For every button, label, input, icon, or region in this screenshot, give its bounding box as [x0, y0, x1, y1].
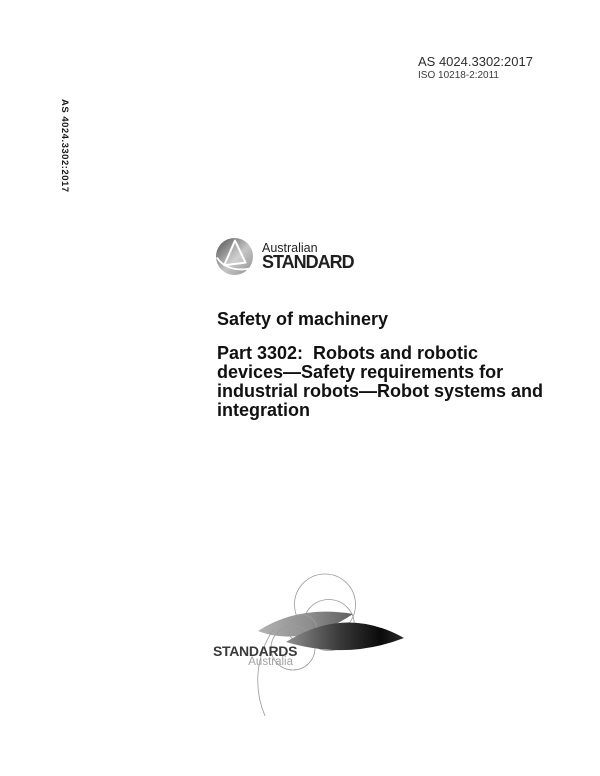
- australian-standard-wordmark: [262, 242, 354, 270]
- title-block: [217, 309, 544, 420]
- standards-australia-logo: [140, 550, 460, 776]
- logo-line-australian: Australian: [262, 241, 318, 255]
- logo-line-standard: STANDARD: [262, 252, 354, 272]
- title-part-line: devices—Safety requirements for: [217, 362, 504, 382]
- standard-code: AS 4024.3302:2017: [418, 54, 533, 69]
- iso-code: ISO 10218-2:2011: [418, 70, 499, 81]
- australian-standard-logo: [216, 238, 354, 275]
- standards-wordmark: STANDARDS: [213, 643, 298, 659]
- title-part-line: industrial robots—Robot systems and: [217, 381, 544, 401]
- title-subject: Safety of machinery: [217, 309, 389, 329]
- australian-standard-mark-icon: [216, 238, 253, 275]
- australia-wordmark: Australia: [248, 656, 293, 668]
- spine-code: AS 4024.3302:2017: [59, 99, 70, 193]
- title-part-line: Part 3302: Robots and robotic: [217, 343, 479, 363]
- standard-reference: [418, 54, 533, 82]
- title-part-line: integration: [217, 400, 310, 420]
- title-part: [217, 343, 544, 420]
